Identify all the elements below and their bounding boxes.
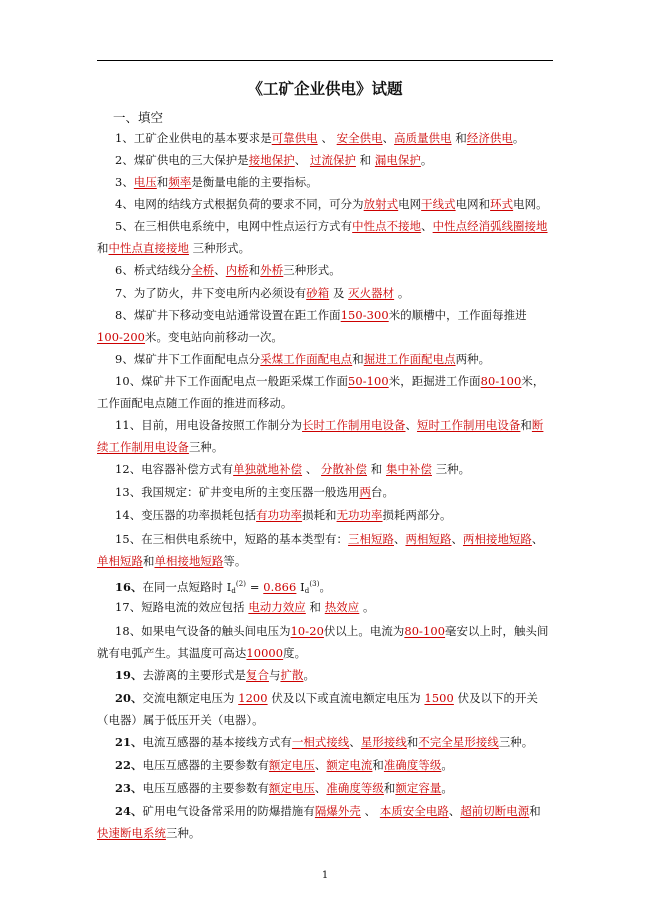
answer: 额定电压 [268,758,315,772]
question-21: 21、电流互感器的基本接线方式有一相式接线、星形接线和不完全星形接线三种。 [115,735,534,749]
answer: 10-20 [290,624,324,638]
answer: 过流保护 [309,153,356,167]
answer: 有功功率 [256,508,303,522]
question-23: 23、电压互感器的主要参数有额定电压、准确度等级和额定容量。 [115,781,453,795]
answer: 电动力效应 [248,600,306,614]
answer: 接地保护 [248,153,295,167]
answer: 一相式接线 [291,735,350,749]
answer: 中性点直接接地 [108,241,189,255]
answer: 分散补偿 [321,462,368,476]
answer: 额定电流 [326,758,373,772]
question-5: 5、在三相供电系统中，电网中性点运行方式有中性点不接地、中性点经消弧线圈接地 和中性点直接接地 三种形式。 [97,219,548,255]
answer: 额定电压 [268,781,315,795]
question-11: 11、目前，用电设备按照工作制分为长时工作制用电设备、短时工作制用电设备和断 续工作制用电设备三种。 [97,418,544,454]
answer: 单相接地短路 [154,554,224,568]
answer: 可靠供电 [271,131,318,145]
question-16: 16、在同一点短路时 $I_d^{(2)} = 0.866$ $I_d^{(3)}$。 [115,580,332,595]
question-14: 14、变压器的功率损耗包括有功功率损耗和无功功率损耗两部分。 [115,508,452,522]
answer: 星形接线 [360,735,407,749]
answer: 隔爆外壳 [314,804,361,818]
page-number: 1 [321,870,329,881]
answer: 80-100 [404,624,446,638]
question-22: 22、电压互感器的主要参数有额定电压、额定电流和准确度等级。 [115,758,453,772]
answer: 安全供电 [336,131,383,145]
document-title: 《工矿企业供电》试题 [247,80,403,98]
answer: 掘进工作面配电点 [363,352,456,366]
answer: 0.866 [263,580,297,594]
question-20: 20、交流电额定电压为 1200 伏及以下或直流电额定电压为 1500 伏及以下的开关 （电器）属于低压开关（电器）。 [97,691,539,727]
question-17: 17、短路电流的效应包括 电动力效应 和 热效应 。 [115,600,375,614]
answer: 环式 [490,197,514,211]
answer: 超前切断电源 [460,804,530,818]
answer: 内桥 [225,263,249,277]
answer: 采煤工作面配电点 [260,352,353,366]
question-13: 13、我国规定：矿井变电所的主变压器一般选用两台。 [115,485,394,499]
question-10: 10、煤矿井下工作面配电点一般距采煤工作面50-100米，距掘进工作面80-100米， 工作面配电点随工作面的推进而移动。 [97,374,545,410]
answer: 不完全星形接线 [418,735,499,749]
answer: 外桥 [260,263,284,277]
answer: 频率 [168,175,192,189]
answer: 10000 [246,646,284,660]
answer: 单独就地补偿 [233,462,303,476]
question-24: 24、矿用电气设备常采用的防爆措施有隔爆外壳 、 本质安全电路、超前切断电源和 快速断电系统三种。 [97,804,541,840]
answer: 本质安全电路 [379,804,449,818]
answer: 全桥 [191,263,215,277]
question-2: 2、煤矿供电的三大保护是接地保护、 过流保护 和 漏电保护。 [115,153,433,167]
header-rule [97,60,553,61]
answer: 放射式 [363,197,399,211]
answer: 经济供电 [466,131,513,145]
answer: 准确度等级 [383,758,442,772]
question-12: 12、电容器补偿方式有单独就地补偿 、 分散补偿 和 集中补偿 三种。 [115,462,471,476]
question-18: 18、如果电气设备的触头间电压为10-20伏以上。电流为80-100毫安以上时，触头间 就有电弧产生。其温度可高达10000度。 [97,624,549,660]
question-3: 3、电压和频率是衡量电能的主要指标。 [115,175,318,189]
answer: 电压 [133,175,157,189]
answer: 单相短路 [97,554,143,568]
answer: 灭火器材 [348,286,395,300]
question-7: 7、为了防火，井下变电所内必须设有砂箱 及 灭火器材 。 [115,286,410,300]
answer: 两 [359,485,372,499]
answer: 漏电保护 [374,153,421,167]
answer: 短时工作制用电设备 [416,418,521,432]
answer: 额定容量 [395,781,442,795]
question-15: 15、在三相供电系统中，短路的基本类型有：三相短路、两相短路、两相接地短路、 单相短路和单相接地短路等。 [97,532,544,568]
answer: 三相短路 [348,532,394,546]
section-heading: 一、填空 [113,110,164,125]
answer: 热效应 [324,600,360,614]
answer: 高质量供电 [394,131,452,145]
question-8: 8、煤矿井下移动变电站通常设置在距工作面150-300米的顺槽中，工作面每推进 100-200米。变电站向前移动一次。 [97,308,527,344]
answer: 复合 [245,668,269,682]
answer: 无功功率 [336,508,383,522]
question-9: 9、煤矿井下工作面配电点分采煤工作面配电点和掘进工作面配电点两种。 [115,352,491,366]
question-19: 19、去游离的主要形式是复合与扩散。 [115,668,315,682]
answer: 长时工作制用电设备 [302,418,406,432]
question-4: 4、电网的结线方式根据负荷的要求不同，可分为放射式电网干线式电网和环式电网。 [115,197,548,211]
answer: 干线式 [421,197,456,211]
answer: 集中补偿 [385,462,432,476]
question-1: 1、工矿企业供电的基本要求是可靠供电 、 安全供电、高质量供电 和经济供电。 [115,131,525,145]
answer: 50-100 [348,374,389,388]
answer: 中性点不接地 [352,219,422,233]
answer: 续工作制用电设备 [97,440,189,454]
answer: 1500 [424,691,454,705]
answer: 1200 [238,691,268,705]
answer: 150-300 [340,308,389,322]
answer: 准确度等级 [326,781,384,795]
answer: 100-200 [97,330,146,344]
answer: 砂箱 [306,286,330,300]
answer: 中性点经消弧线圈接地 [432,219,548,233]
answer: 扩散 [280,668,304,682]
answer: 快速断电系统 [97,826,166,840]
answer: 断 [531,418,544,432]
answer: 两相接地短路 [462,532,532,546]
answer: 两相短路 [405,532,452,546]
answer: 80-100 [480,374,522,388]
question-6: 6、桥式结线分全桥、内桥和外桥三种形式。 [115,263,341,277]
